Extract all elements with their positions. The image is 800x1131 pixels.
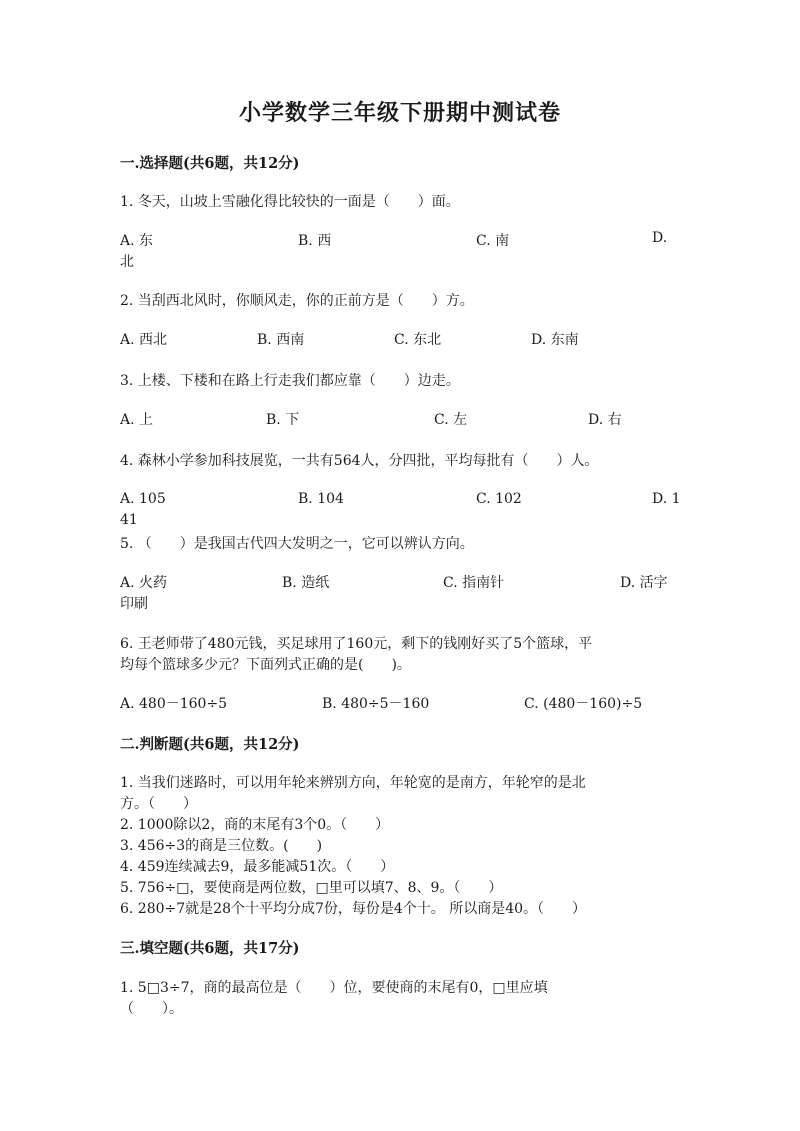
section-heading-fill-blank: 三.填空题(共6题，共17分) xyxy=(120,940,300,957)
option: A. 上 xyxy=(120,412,154,428)
option: B. 104 xyxy=(298,491,344,507)
option: B. 西南 xyxy=(257,332,305,348)
question-stem-continued: 均每个篮球多少元？下面列式正确的是( )。 xyxy=(120,657,411,673)
option: C. 102 xyxy=(476,491,522,507)
option: D. 右 xyxy=(588,412,622,428)
option: B. 西 xyxy=(298,233,332,249)
option-wrap: 北 xyxy=(120,254,134,270)
statement-line: 2. 1000除以2，商的末尾有3个0。（ ） xyxy=(120,817,390,833)
question-stem: 5. （ ）是我国古代四大发明之一，它可以辨认方向。 xyxy=(120,536,474,552)
option-wrap: 印刷 xyxy=(120,596,148,612)
option: B. 480÷5－160 xyxy=(322,696,430,712)
option: A. 105 xyxy=(120,491,166,507)
option: D. 活字 xyxy=(620,575,668,591)
option: C. (480－160)÷5 xyxy=(524,696,643,712)
question-stem: 6. 王老师带了480元钱，买足球用了160元，剩下的钱刚好买了5个篮球，平 xyxy=(120,636,593,652)
question-stem: 4. 森林小学参加科技展览，一共有564人，分四批，平均每批有（ ）人。 xyxy=(120,453,599,469)
option: C. 左 xyxy=(434,412,468,428)
question-stem: 2. 当刮西北风时，你顺风走，你的正前方是（ ）方。 xyxy=(120,293,474,309)
statement-line: 方。（ ） xyxy=(120,796,197,812)
statement-line: 1. 当我们迷路时，可以用年轮来辨别方向，年轮宽的是南方，年轮窄的是北 xyxy=(120,775,586,791)
option: C. 东北 xyxy=(394,332,442,348)
option: D. 东南 xyxy=(531,332,579,348)
option-wrap: 41 xyxy=(120,512,138,528)
option: D. xyxy=(652,230,668,246)
section-heading-choice: 一.选择题(共6题，共12分) xyxy=(120,155,300,172)
option: C. 南 xyxy=(476,233,510,249)
page-title: 小学数学三年级下册期中测试卷 xyxy=(238,100,561,126)
option: A. 480－160÷5 xyxy=(120,696,228,712)
statement-line: 5. 756÷□，要使商是两位数，□里可以填7、8、9。（ ） xyxy=(120,880,503,896)
option: A. 西北 xyxy=(120,332,168,348)
option: C. 指南针 xyxy=(443,575,505,591)
option: D. 1 xyxy=(652,491,681,507)
section-heading-judgement: 二.判断题(共6题，共12分) xyxy=(120,736,300,753)
question-stem: 1. 冬天，山坡上雪融化得比较快的一面是（ ）面。 xyxy=(120,194,460,210)
option: B. 造纸 xyxy=(282,575,330,591)
statement-line: 4. 459连续减去9，最多能减51次。（ ） xyxy=(120,859,395,875)
question-stem: 3. 上楼、下楼和在路上行走我们都应靠（ ）边走。 xyxy=(120,373,460,389)
option: B. 下 xyxy=(266,412,300,428)
statement-line: 6. 280÷7就是28个十平均分成7份，每份是4个十。 所以商是40。（ ） xyxy=(120,901,587,917)
fill-blank-line: （ ）。 xyxy=(120,1001,183,1017)
option: A. 东 xyxy=(120,233,154,249)
statement-line: 3. 456÷3的商是三位数。( ) xyxy=(120,838,323,854)
option: A. 火药 xyxy=(120,575,168,591)
fill-blank-line: 1. 5□3÷7，商的最高位是（ ）位，要使商的末尾有0，□里应填 xyxy=(120,980,548,996)
